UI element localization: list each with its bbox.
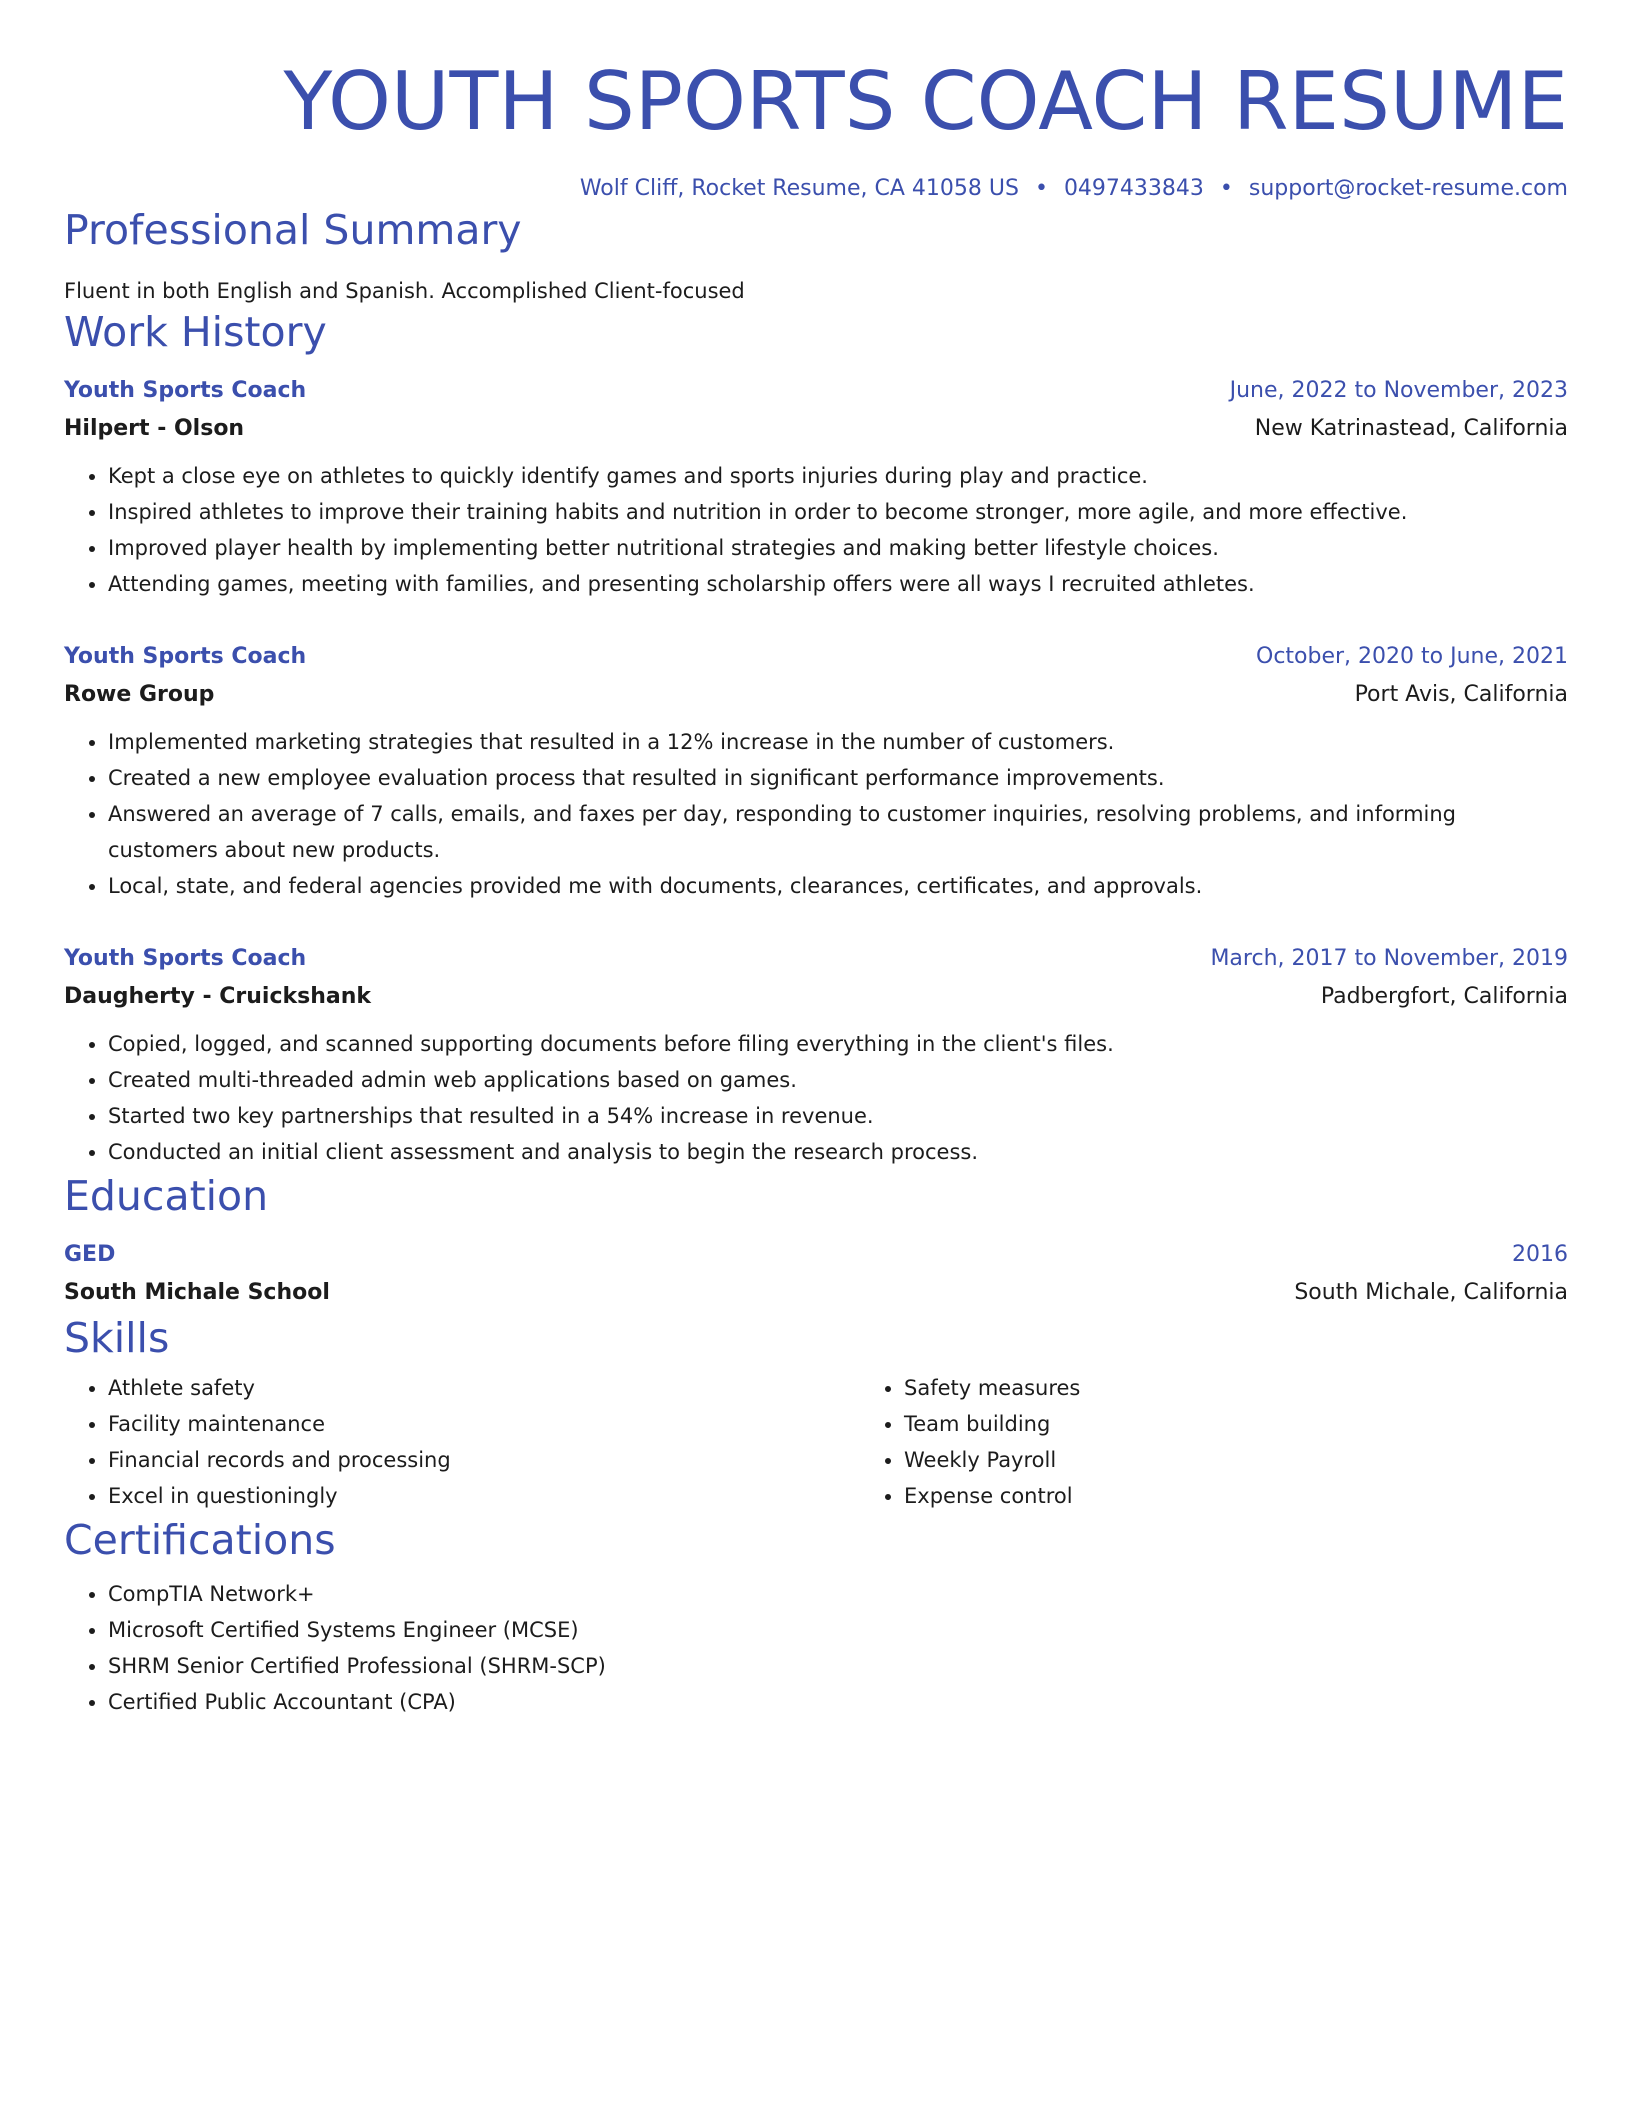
job-bullet: • Implemented marketing strategies that resulted in a 12% increase in the number of customers.: [108, 724, 1568, 760]
work-history-heading: Work History: [64, 308, 327, 356]
job-bullet: • Created multi-threaded admin web applications based on games.: [108, 1062, 1568, 1098]
education-year: 2016: [1512, 1242, 1568, 1267]
job-bullet: • Copied, logged, and scanned supporting documents before filing everything in the client's files.: [108, 1026, 1568, 1062]
skills-column: [860, 1370, 1632, 1514]
job-bullets: [64, 1026, 1568, 1170]
education-heading: Education: [64, 1172, 269, 1220]
contact-separator: •: [1219, 176, 1233, 201]
contact-separator: •: [1034, 176, 1048, 201]
job-entry: [64, 372, 1568, 602]
job-location: Padbergfort, California: [1320, 984, 1568, 1009]
skills-column: [64, 1370, 860, 1514]
skill-item: • Team building: [904, 1406, 1632, 1442]
job-bullets: [64, 458, 1568, 602]
education-location: South Michale, California: [1294, 1280, 1568, 1305]
certification-item: • CompTIA Network+: [108, 1576, 1568, 1612]
job-role: Youth Sports Coach: [64, 946, 307, 971]
certifications-list: [64, 1576, 1568, 1720]
contact-line: [64, 174, 1568, 204]
skill-item: • Financial records and processing: [108, 1442, 860, 1478]
certifications-heading: Certifications: [64, 1516, 336, 1564]
skill-item: • Facility maintenance: [108, 1406, 860, 1442]
contact-address: Wolf Cliff, Rocket Resume, CA 41058 US: [579, 176, 1019, 201]
education-degree: GED: [64, 1242, 116, 1267]
job-bullets: [64, 724, 1568, 904]
job-company: Rowe Group: [64, 682, 215, 707]
job-entry: [64, 638, 1568, 904]
job-bullet: • Inspired athletes to improve their training habits and nutrition in order to become stronger, more agile, and more effective.: [108, 494, 1568, 530]
job-bullet: • Conducted an initial client assessment and analysis to begin the research process.: [108, 1134, 1568, 1170]
skill-item: • Weekly Payroll: [904, 1442, 1632, 1478]
skill-item: • Excel in questioningly: [108, 1478, 860, 1514]
job-dates: March, 2017 to November, 2019: [1210, 946, 1568, 971]
job-location: Port Avis, California: [1354, 682, 1568, 707]
job-entry: [64, 940, 1568, 1170]
skills-heading: Skills: [64, 1314, 170, 1362]
skill-item: • Safety measures: [904, 1370, 1632, 1406]
job-company: Daugherty - Cruickshank: [64, 984, 372, 1009]
skill-item: • Expense control: [904, 1478, 1632, 1514]
education-entry: [64, 1236, 1568, 1312]
job-dates: October, 2020 to June, 2021: [1256, 644, 1568, 669]
job-location: New Katrinastead, California: [1254, 416, 1568, 441]
job-bullet: • Attending games, meeting with families, and presenting scholarship offers were all ways I recruited athletes.: [108, 566, 1568, 602]
contact-phone: 0497433843: [1063, 176, 1204, 201]
job-dates: June, 2022 to November, 2023: [1229, 378, 1568, 403]
job-bullet: • Local, state, and federal agencies provided me with documents, clearances, certificates, and approvals.: [108, 868, 1568, 904]
skill-item: • Athlete safety: [108, 1370, 860, 1406]
summary-heading: Professional Summary: [64, 206, 522, 254]
job-role: Youth Sports Coach: [64, 644, 307, 669]
summary-text: Fluent in both English and Spanish. Accomplished Client-focused: [64, 279, 745, 303]
job-company: Hilpert - Olson: [64, 416, 245, 441]
job-bullet: • Kept a close eye on athletes to quickly identify games and sports injuries during play and practice.: [108, 458, 1568, 494]
certification-item: • SHRM Senior Certified Professional (SHRM-SCP): [108, 1648, 1568, 1684]
job-bullet: • Improved player health by implementing better nutritional strategies and making better lifestyle choices.: [108, 530, 1568, 566]
contact-email[interactable]: support@rocket-resume.com: [1248, 176, 1568, 201]
job-role: Youth Sports Coach: [64, 378, 307, 403]
education-school: South Michale School: [64, 1280, 330, 1305]
certification-item: • Microsoft Certified Systems Engineer (MCSE): [108, 1612, 1568, 1648]
certification-item: • Certified Public Accountant (CPA): [108, 1684, 1568, 1720]
job-bullet: • Started two key partnerships that resulted in a 54% increase in revenue.: [108, 1098, 1568, 1134]
resume-title: YOUTH SPORTS COACH RESUME: [283, 55, 1568, 148]
skills-list: [64, 1370, 1568, 1514]
job-bullet: • Created a new employee evaluation process that resulted in significant performance improvements.: [108, 760, 1568, 796]
job-bullet: • Answered an average of 7 calls, emails, and faxes per day, responding to customer inquiries, resolving problems, and informing customers about new products.: [108, 796, 1568, 868]
